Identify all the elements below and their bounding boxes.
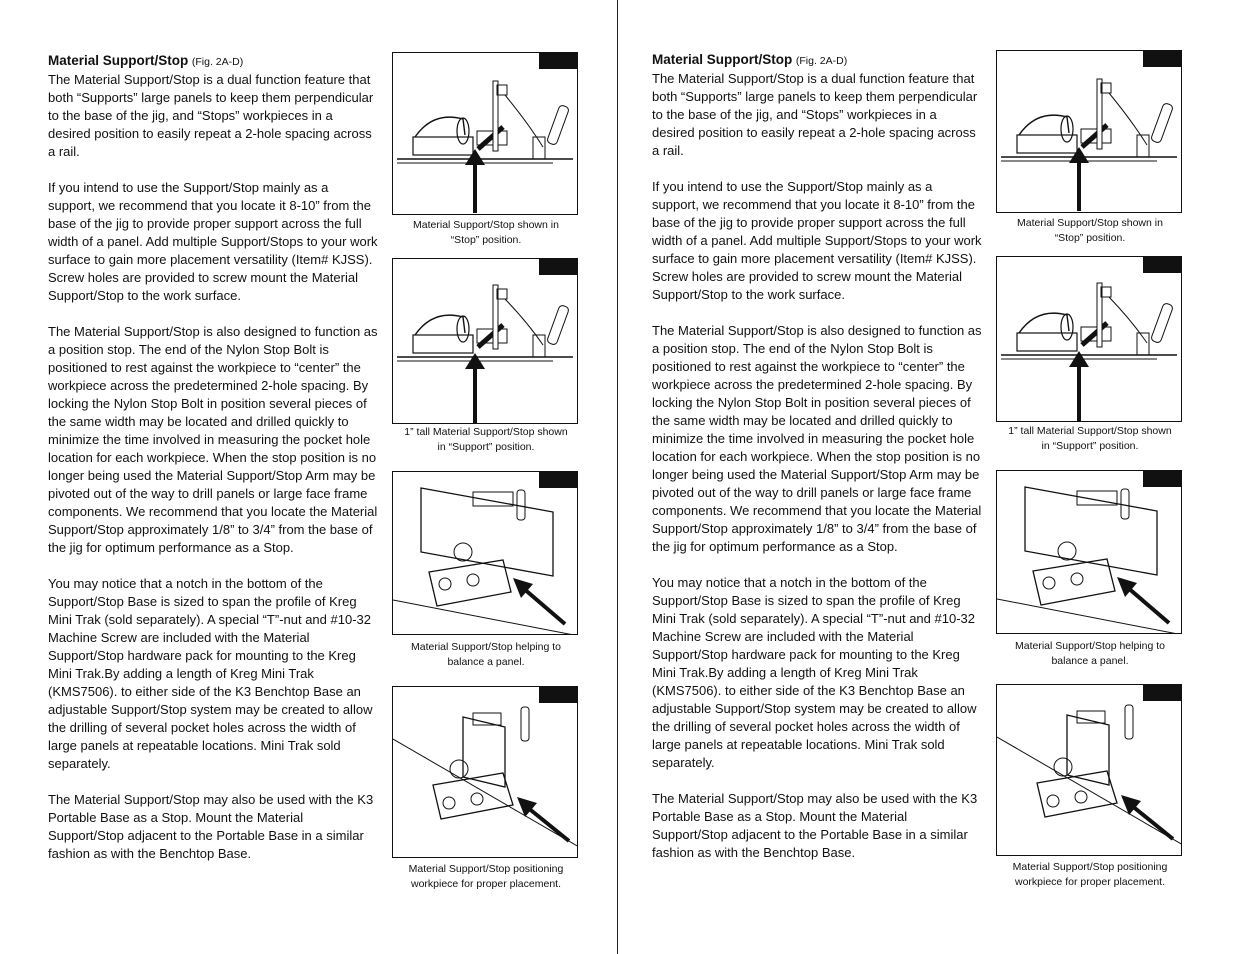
- caption-line-2: workpiece for proper placement.: [411, 878, 561, 890]
- jig-side-view-illustration: [393, 259, 578, 424]
- figure-balance-panel: [996, 470, 1182, 634]
- paragraph-1: The Material Support/Stop is a dual function feature that both “Supports” large panels to keep them perpendicular to the base of the jig, and “Stops” workpieces in a desired position to easily repeat a 2-hole spacing across a rail.: [652, 71, 978, 158]
- jig-panel-illustration: [997, 471, 1182, 634]
- paragraph-5: The Material Support/Stop may also be used with the K3 Portable Base as a Stop. Mount the Material Support/Stop adjacent to the Portable Base in a similar fashion as with the Benchtop Base.: [652, 791, 978, 860]
- figure-positioning-workpiece-caption: [990, 860, 1190, 890]
- paragraph-1: The Material Support/Stop is a dual function feature that both “Supports” large panels to keep them perpendicular to the base of the jig, and “Stops” workpieces in a desired position to easily repeat a 2-hole spacing across a rail.: [48, 72, 374, 159]
- caption-line-1: 1” tall Material Support/Stop shown: [1008, 425, 1172, 437]
- section-title: Material Support/Stop: [48, 53, 189, 68]
- paragraph-3: The Material Support/Stop is also designed to function as a position stop. The end of the Nylon Stop Bolt is positioned to rest against the workpiece to “center” the workpiece across the predetermined 2-hole spacing. By locking the Nylon Stop Bolt in position several pieces of the same width may be located and drilled quickly to minimize the time involved in measuring the pocket hole location for each workpiece. When the stop position is no longer being used the Material Support/Stop Arm may be pivoted out of the way to drill panels or large face frame components. We recommend that you locate the Material Support/Stop approximately 1/8” to 3/4” from the base of the jig for optimum performance as a Stop.: [48, 324, 378, 555]
- caption-line-2: in “Support” position.: [1041, 440, 1139, 452]
- figure-stop-position: [996, 50, 1182, 213]
- paragraph-2: If you intend to use the Support/Stop mainly as a support, we recommend that you locate it 8-10” from the base of the jig to provide proper support across the full width of a panel. Add multiple Support/Stops to your work surface to gain more placement versatility (Item# KJSS). Screw holes are provided to screw mount the Material Support/Stop to the work surface.: [652, 179, 982, 302]
- caption-line-1: Material Support/Stop shown in: [413, 219, 559, 231]
- figure-reference: (Fig. 2A-D): [191, 56, 244, 68]
- jig-side-view-illustration: [997, 51, 1182, 213]
- figure-balance-panel: [392, 471, 578, 635]
- paragraph-5: The Material Support/Stop may also be used with the K3 Portable Base as a Stop. Mount the Material Support/Stop adjacent to the Portable Base in a similar fashion as with the Benchtop Base.: [48, 792, 374, 861]
- jig-side-view-illustration: [997, 257, 1182, 422]
- figure-positioning-workpiece: [996, 684, 1182, 856]
- caption-line-2: balance a panel.: [447, 656, 525, 668]
- caption-line-1: Material Support/Stop helping to: [410, 641, 561, 653]
- page-divider: [617, 0, 618, 954]
- caption-line-1: Material Support/Stop positioning: [408, 863, 564, 875]
- section-intro: [652, 51, 982, 160]
- caption-line-2: “Stop” position.: [450, 234, 522, 246]
- right-text-column: [652, 51, 982, 880]
- caption-line-2: balance a panel.: [1051, 655, 1129, 667]
- caption-line-1: Material Support/Stop shown in: [1017, 217, 1163, 229]
- figure-support-position-caption: [990, 424, 1190, 454]
- figure-balance-panel-caption: [386, 640, 586, 670]
- caption-line-1: Material Support/Stop helping to: [1014, 640, 1165, 652]
- jig-positioning-illustration: [393, 687, 578, 858]
- figure-stop-position: [392, 52, 578, 215]
- figure-support-position: [392, 258, 578, 424]
- figure-positioning-workpiece: [392, 686, 578, 858]
- jig-positioning-illustration: [997, 685, 1182, 856]
- caption-line-2: “Stop” position.: [1054, 232, 1126, 244]
- figure-stop-position-caption: [990, 216, 1190, 246]
- figure-stop-position-caption: [386, 218, 586, 248]
- caption-line-1: Material Support/Stop positioning: [1012, 861, 1168, 873]
- section-intro: [48, 52, 378, 161]
- figure-positioning-workpiece-caption: [386, 862, 586, 892]
- figure-balance-panel-caption: [990, 639, 1190, 669]
- paragraph-2: If you intend to use the Support/Stop mainly as a support, we recommend that you locate it 8-10” from the base of the jig to provide proper support across the full width of a panel. Add multiple Support/Stops to your work surface to gain more placement versatility (Item# KJSS). Screw holes are provided to screw mount the Material Support/Stop to the work surface.: [48, 180, 378, 303]
- figure-support-position: [996, 256, 1182, 422]
- left-text-column: [48, 52, 378, 881]
- figure-reference: (Fig. 2A-D): [795, 55, 848, 67]
- paragraph-3: The Material Support/Stop is also designed to function as a position stop. The end of the Nylon Stop Bolt is positioned to rest against the workpiece to “center” the workpiece across the predetermined 2-hole spacing. By locking the Nylon Stop Bolt in position several pieces of the same width may be located and drilled quickly to minimize the time involved in measuring the pocket hole location for each workpiece. When the stop position is no longer being used the Material Support/Stop Arm may be pivoted out of the way to drill panels or large face frame components. We recommend that you locate the Material Support/Stop approximately 1/8” to 3/4” from the base of the jig for optimum performance as a Stop.: [652, 323, 982, 554]
- jig-side-view-illustration: [393, 53, 578, 215]
- caption-line-1: 1” tall Material Support/Stop shown: [404, 426, 568, 438]
- jig-panel-illustration: [393, 472, 578, 635]
- paragraph-4: You may notice that a notch in the bottom of the Support/Stop Base is sized to span the profile of Kreg Mini Trak (sold separately). A special “T”-nut and #10-32 Machine Screw are included with the Material Support/Stop hardware pack for mounting to the Kreg Mini Trak.By adding a length of Kreg Mini Trak (KMS7506). to either side of the K3 Benchtop Base an adjustable Support/Stop system may be created to allow the drilling of several pocket holes across the width of large panels at repeatable locations. Mini Trak sold separately.: [652, 575, 977, 770]
- section-title: Material Support/Stop: [652, 52, 793, 67]
- caption-line-2: workpiece for proper placement.: [1015, 876, 1165, 888]
- caption-line-2: in “Support” position.: [437, 441, 535, 453]
- paragraph-4: You may notice that a notch in the bottom of the Support/Stop Base is sized to span the profile of Kreg Mini Trak (sold separately). A special “T”-nut and #10-32 Machine Screw are included with the Material Support/Stop hardware pack for mounting to the Kreg Mini Trak.By adding a length of Kreg Mini Trak (KMS7506). to either side of the K3 Benchtop Base an adjustable Support/Stop system may be created to allow the drilling of several pocket holes across the width of large panels at repeatable locations. Mini Trak sold separately.: [48, 576, 373, 771]
- figure-support-position-caption: [386, 425, 586, 455]
